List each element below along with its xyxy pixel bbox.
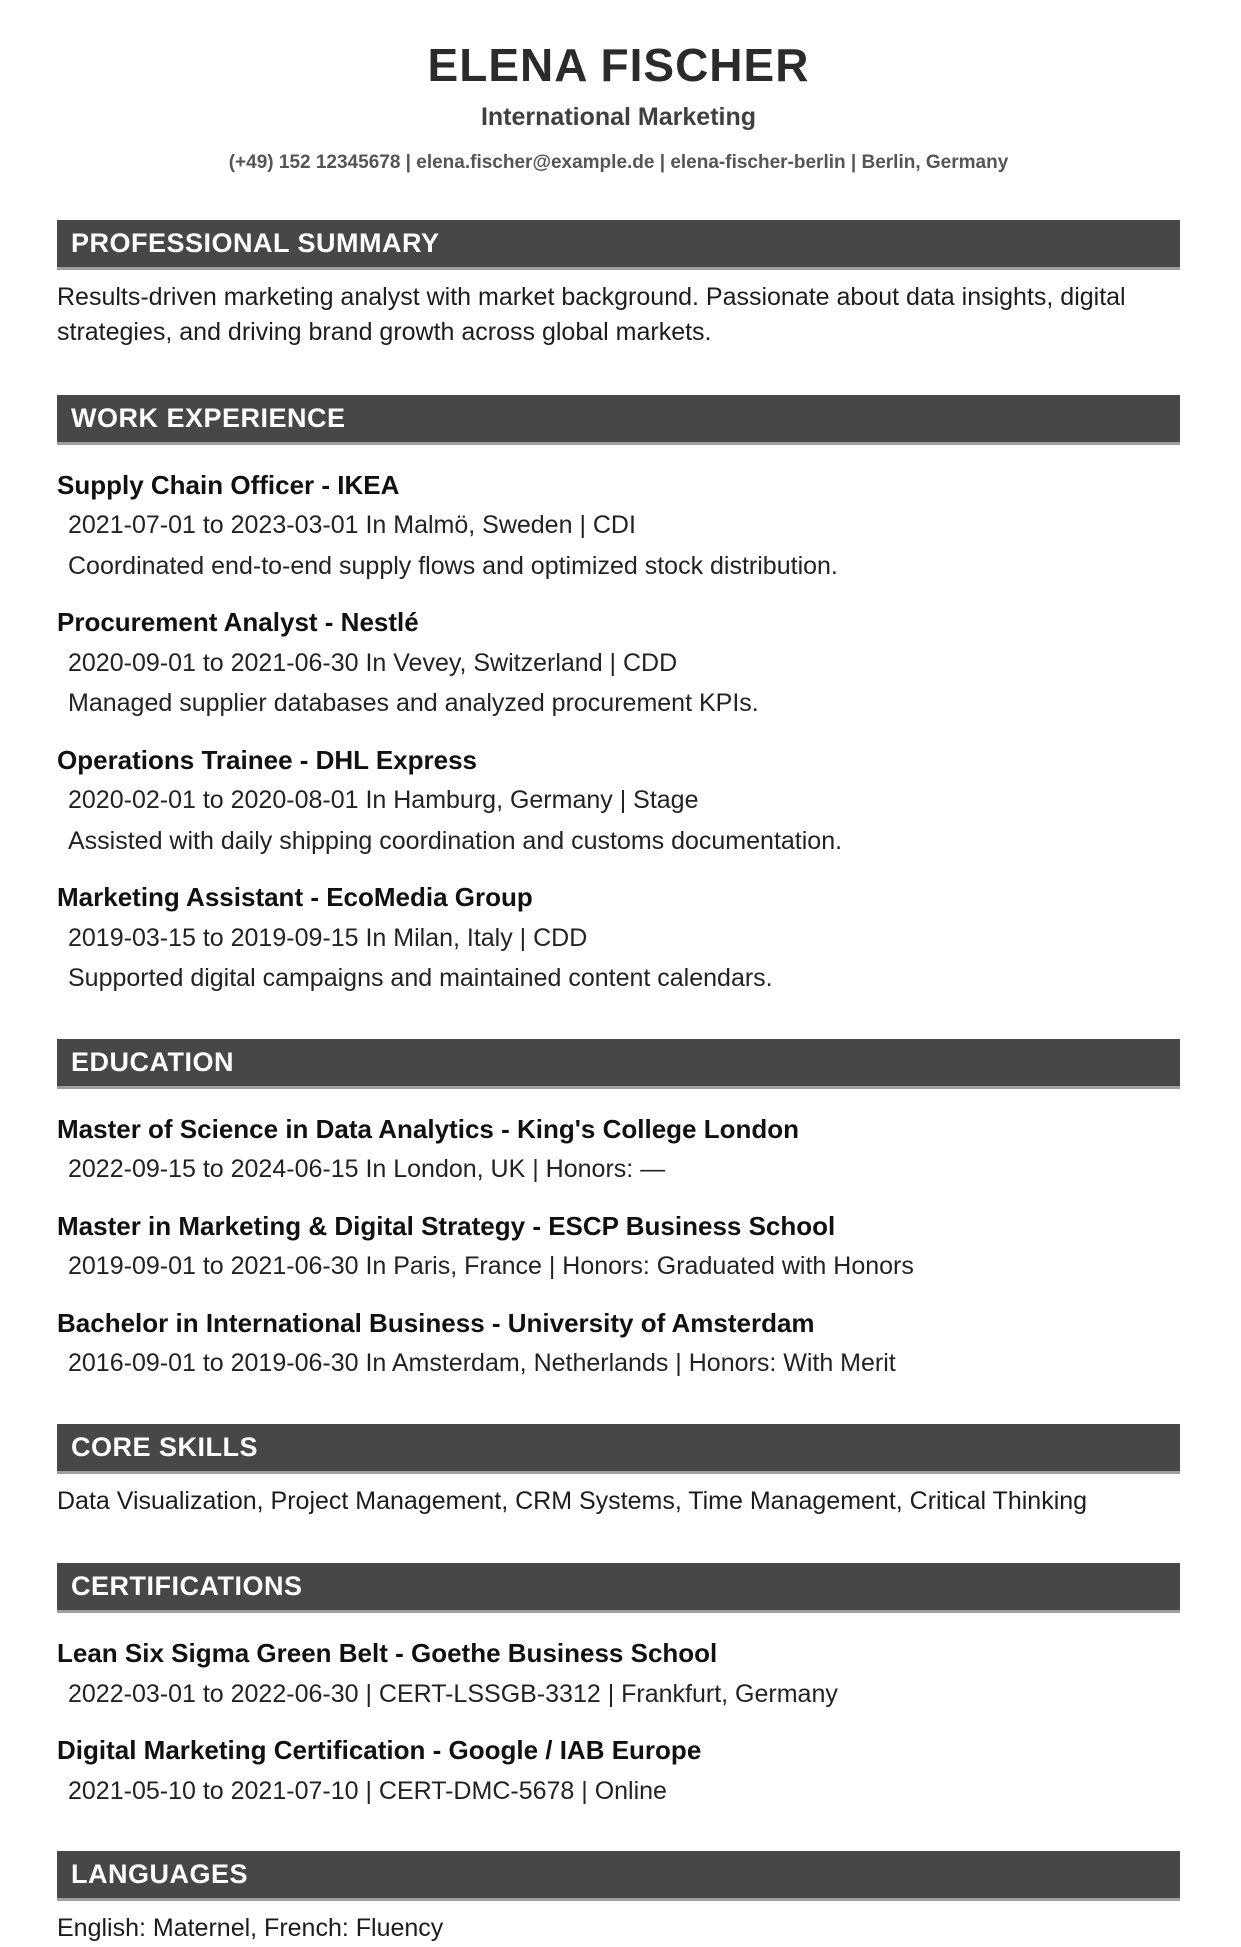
education-entry (57, 1113, 1180, 1186)
certification-entry (57, 1734, 1180, 1807)
certification-title: Lean Six Sigma Green Belt - Goethe Business School (57, 1638, 718, 1669)
education-entry (57, 1210, 1180, 1283)
certification-title: Digital Marketing Certification - Google / IAB Europe (57, 1735, 702, 1766)
job-meta: 2020-02-01 to 2020-08-01 In Hamburg, Germany | Stage (68, 786, 699, 815)
candidate-job-title: International Marketing (480, 102, 757, 131)
education-title: Master of Science in Data Analytics - King's College London (57, 1113, 800, 1144)
section-education (57, 1039, 1180, 1380)
section-certifications (57, 1563, 1180, 1807)
education-meta: 2022-09-15 to 2024-06-15 In London, UK | Honors: — (68, 1155, 666, 1184)
section-heading-label: WORK EXPERIENCE (71, 402, 346, 433)
skills-text: Data Visualization, Project Management, CRM Systems, Time Management, Critical Thinking (57, 1486, 1088, 1515)
job-description: Coordinated end-to-end supply flows and optimized stock distribution. (68, 551, 838, 580)
section-languages (57, 1851, 1180, 1947)
job-title: Operations Trainee - DHL Express (57, 744, 477, 775)
certification-meta: 2022-03-01 to 2022-06-30 | CERT-LSSGB-3312 | Frankfurt, Germany (68, 1679, 838, 1708)
section-heading-work-experience (57, 395, 1180, 445)
education-meta: 2016-09-01 to 2019-06-30 In Amsterdam, Netherlands | Honors: With Merit (68, 1349, 896, 1378)
job-entry (57, 606, 1180, 720)
job-description: Assisted with daily shipping coordination and customs documentation. (68, 826, 843, 855)
section-heading-label: LANGUAGES (71, 1859, 249, 1890)
section-heading-label: CERTIFICATIONS (71, 1571, 303, 1602)
education-title: Master in Marketing & Digital Strategy - ESCP Business School (57, 1210, 836, 1241)
job-meta: 2020-09-01 to 2021-06-30 In Vevey, Switzerland | CDD (68, 648, 678, 677)
section-heading-label: CORE SKILLS (71, 1431, 259, 1462)
section-heading-education (57, 1039, 1180, 1089)
certification-meta: 2021-05-10 to 2021-07-10 | CERT-DMC-5678 | Online (68, 1776, 667, 1805)
education-entry (57, 1307, 1180, 1380)
job-meta: 2019-03-15 to 2019-09-15 In Milan, Italy | CDD (68, 923, 588, 952)
job-entry (57, 744, 1180, 858)
section-heading-label: PROFESSIONAL SUMMARY (71, 227, 440, 258)
job-entry (57, 469, 1180, 583)
candidate-name: ELENA FISCHER (427, 39, 810, 91)
education-meta: 2019-09-01 to 2021-06-30 In Paris, France | Honors: Graduated with Honors (68, 1252, 914, 1281)
contact-line: (+49) 152 12345678 | elena.fischer@example.de | elena-fischer-berlin | Berlin, Germany (228, 151, 1009, 173)
job-meta: 2021-07-01 to 2023-03-01 In Malmö, Sweden | CDI (68, 511, 636, 540)
section-heading-label: EDUCATION (71, 1046, 234, 1077)
section-core-skills (57, 1424, 1180, 1520)
job-entry (57, 881, 1180, 995)
section-work-experience (57, 395, 1180, 995)
section-heading-languages (57, 1851, 1180, 1901)
section-professional-summary (57, 220, 1180, 351)
summary-text: Results-driven marketing analyst with market background. Passionate about data insights, digital strategies, and driving brand growth across global markets. (57, 282, 1126, 347)
job-title: Procurement Analyst - Nestlé (57, 607, 419, 638)
section-heading-certifications (57, 1563, 1180, 1613)
education-title: Bachelor in International Business - University of Amsterdam (57, 1307, 815, 1338)
section-heading-professional-summary (57, 220, 1180, 270)
section-heading-core-skills (57, 1424, 1180, 1474)
job-title: Supply Chain Officer - IKEA (57, 469, 400, 500)
job-title: Marketing Assistant - EcoMedia Group (57, 882, 533, 913)
certification-entry (57, 1637, 1180, 1710)
languages-text: English: Maternel, French: Fluency (57, 1914, 444, 1943)
job-description: Supported digital campaigns and maintained content calendars. (68, 964, 773, 993)
resume-header (57, 40, 1180, 174)
job-description: Managed supplier databases and analyzed procurement KPIs. (68, 689, 759, 718)
